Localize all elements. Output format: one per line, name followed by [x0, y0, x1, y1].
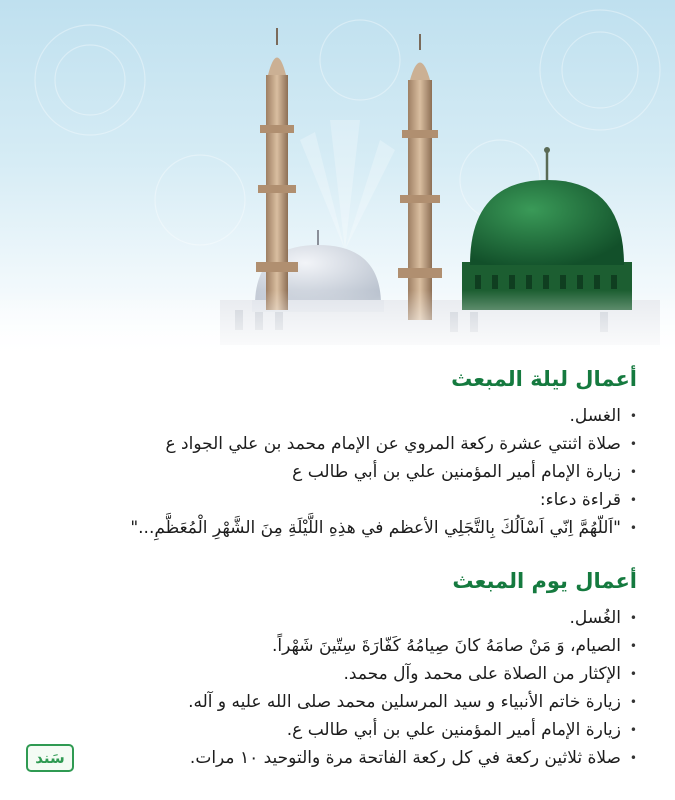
list-item: • "اَللّهُمَّ اِنّي اَسْاَلُكَ بِالتَّجَلِي الأعظم في هذِهِ اللَّيْلَةِ مِنَ الشَّهْرِ الْمُعَظَّمِ...": [37, 514, 637, 542]
section-title-night: أعمال ليلة المبعث: [451, 367, 637, 391]
list-item: • الغسل.: [37, 402, 637, 430]
section-title-day: أعمال يوم المبعث: [452, 569, 637, 593]
list-item: • الصيام، وَ مَنْ صامَهُ كانَ صِيامُهُ كَفّارَةَ سِتّينَ شَهْراً.: [37, 632, 637, 660]
list-item: • زيارة خاتم الأنبياء و سيد المرسلين محمد صلى الله عليه و آله.: [37, 688, 637, 716]
day-acts-list: [37, 604, 637, 772]
content-area: [0, 360, 675, 800]
list-item: • قراءة دعاء:: [37, 486, 637, 514]
night-acts-list: [37, 402, 637, 542]
section-day: [37, 566, 637, 772]
list-item: • زيارة الإمام أمير المؤمنين علي بن أبي طالب ع: [37, 458, 637, 486]
list-item: • الإكثار من الصلاة على محمد وآل محمد.: [37, 660, 637, 688]
hero-banner: [0, 0, 675, 360]
list-item: • زيارة الإمام أمير المؤمنين علي بن أبي طالب ع.: [37, 716, 637, 744]
section-night: [37, 364, 637, 542]
list-item: • الغُسل.: [37, 604, 637, 632]
list-item: • صلاة اثنتي عشرة ركعة المروي عن الإمام محمد بن علي الجواد ع: [37, 430, 637, 458]
list-item: • صلاة ثلاثين ركعة في كل ركعة الفاتحة مرة والتوحيد ١٠ مرات.: [37, 744, 637, 772]
mosque-dome-minarets-illustration: [0, 0, 675, 360]
sanad-logo: سَند: [26, 744, 74, 772]
